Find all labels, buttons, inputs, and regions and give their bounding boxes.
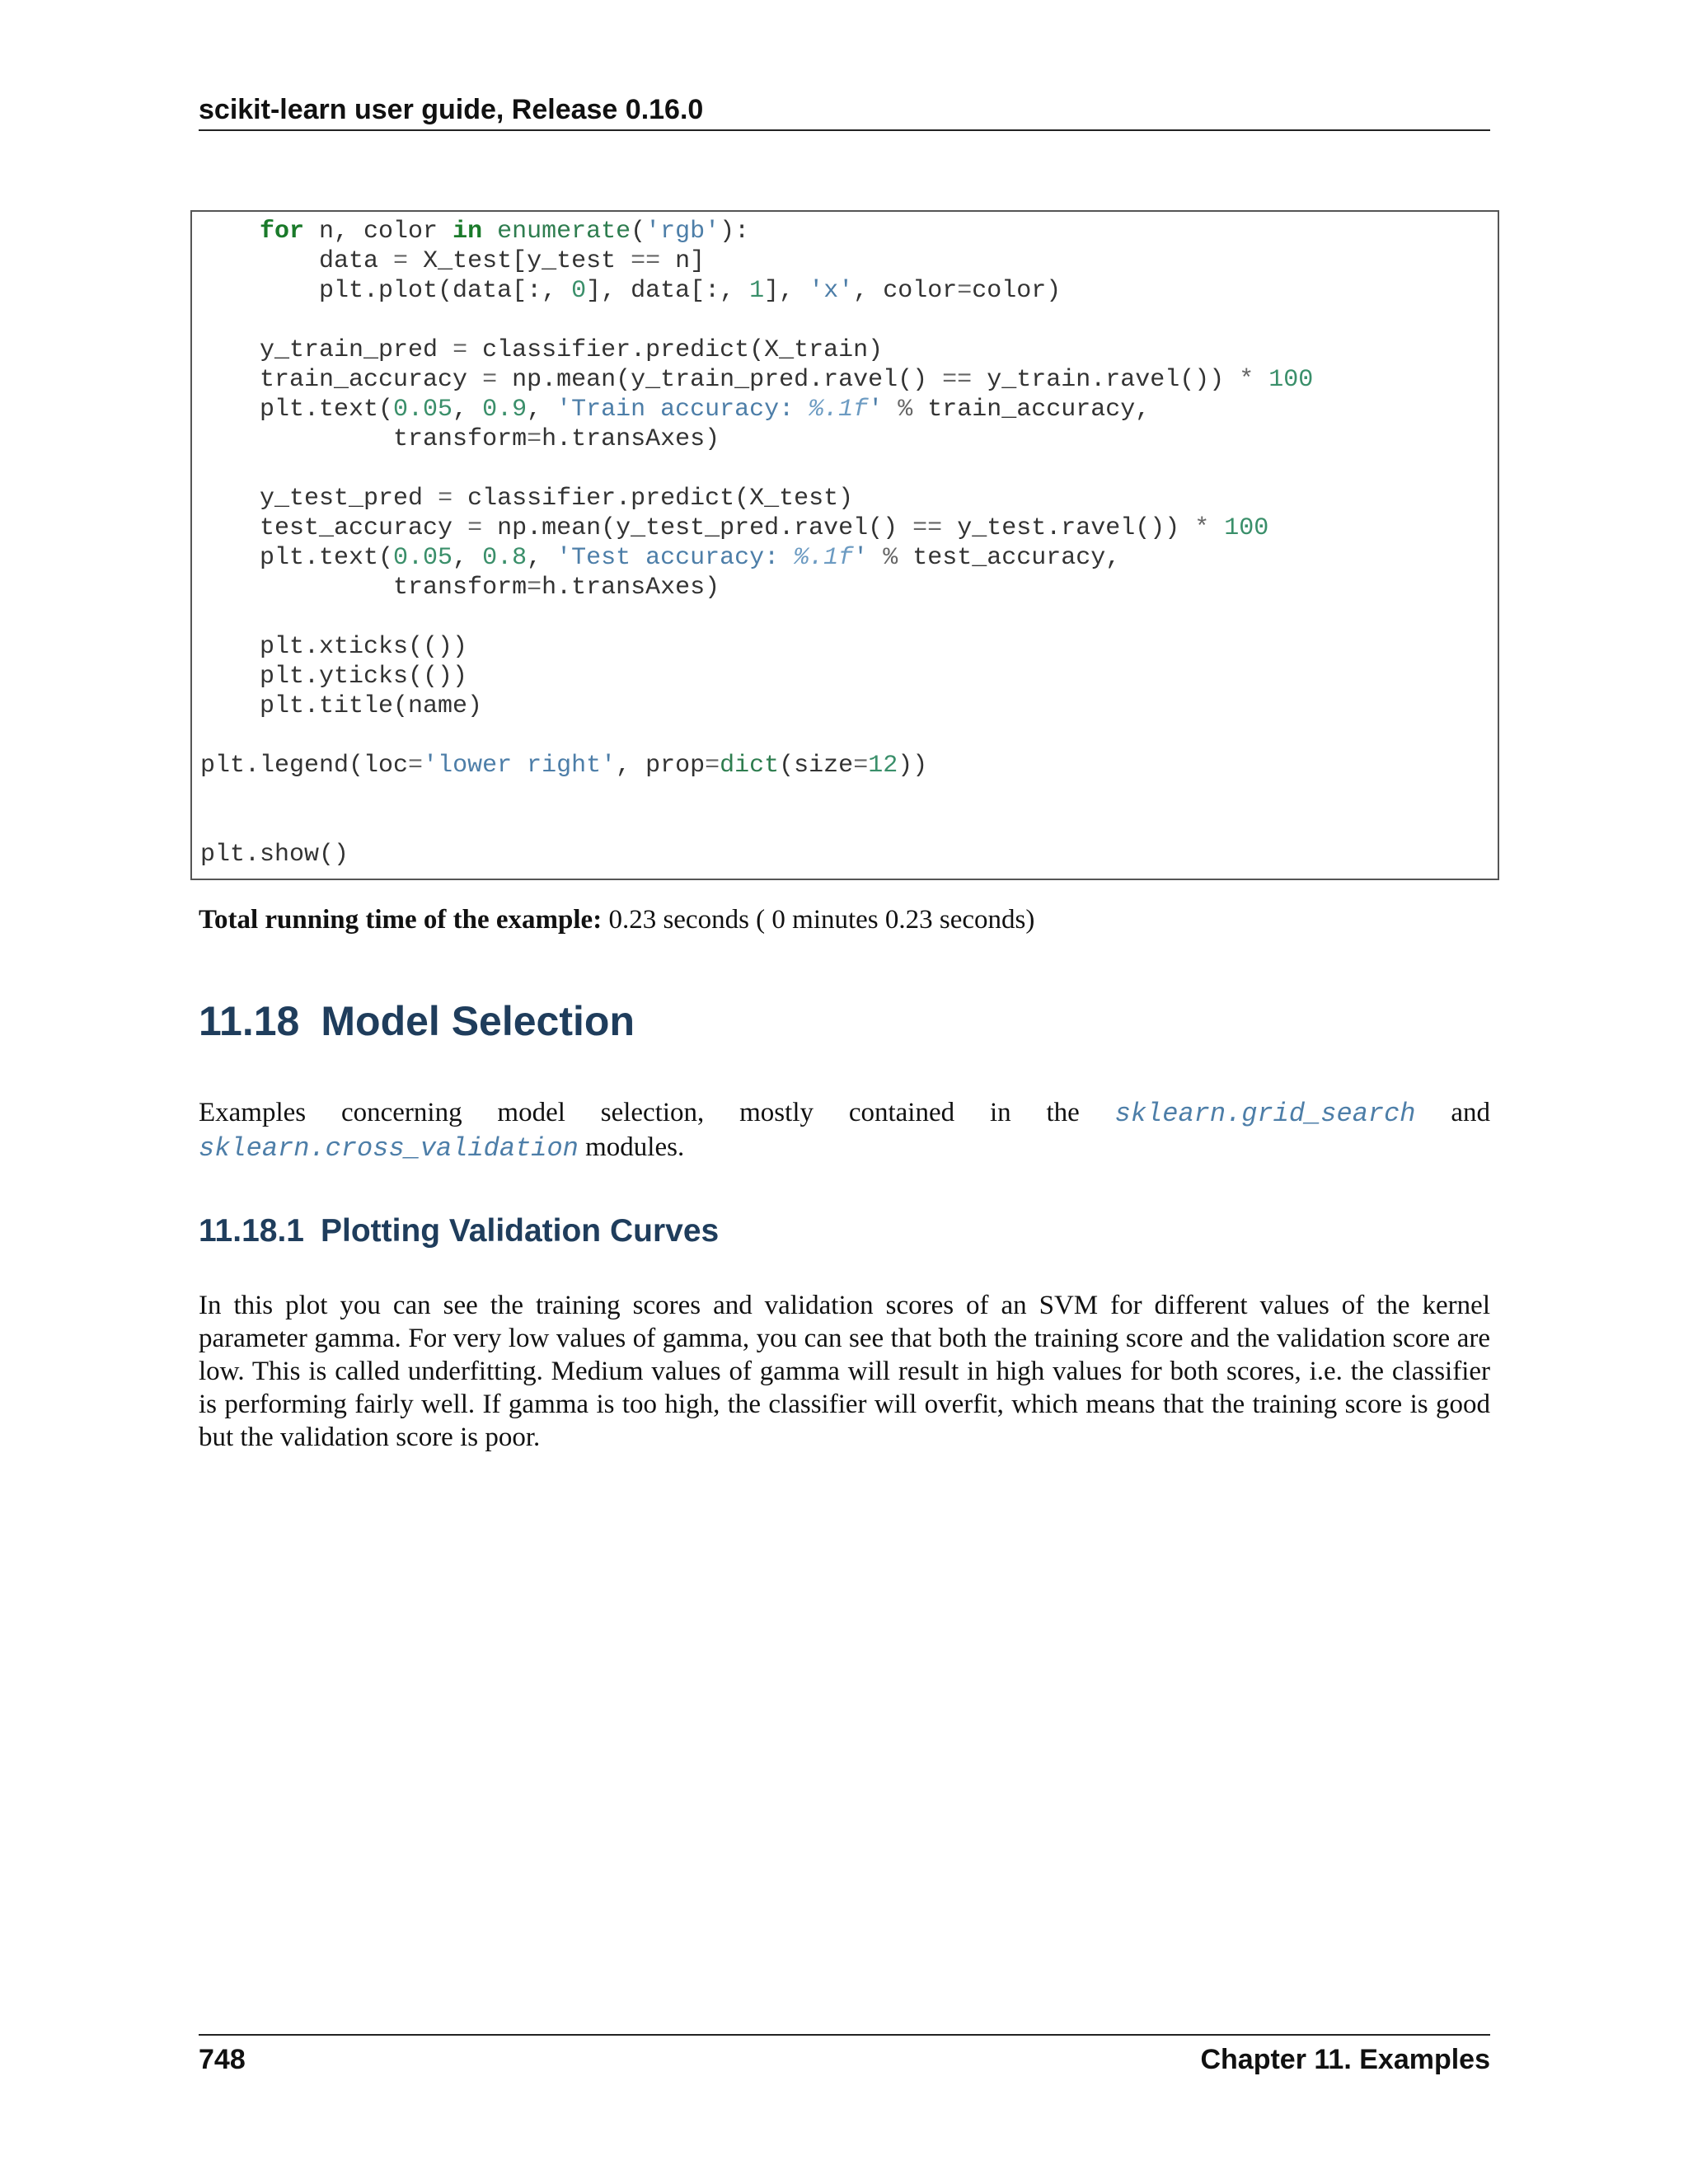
code-line: plt.title(name) — [260, 692, 483, 720]
section-title: Model Selection — [321, 998, 635, 1044]
code-line: test_accuracy = np.mean(y_test_pred.ravel() == y_test.ravel()) * 100 — [260, 514, 1269, 542]
running-time — [199, 905, 1034, 935]
page-number: 748 — [199, 2044, 246, 2075]
code-line: plt.text(0.05, 0.9, 'Train accuracy: %.1f' % train_accuracy, — [260, 396, 1151, 424]
grid-search-link[interactable]: sklearn.grid_search — [1114, 1099, 1416, 1129]
running-time-value: 0.23 seconds ( 0 minutes 0.23 seconds) — [602, 905, 1035, 935]
code-line: y_test_pred = classifier.predict(X_test) — [260, 485, 854, 513]
code-line: y_train_pred = classifier.predict(X_train) — [260, 336, 884, 364]
subsection-body: In this plot you can see the training scores and validation scores of an SVM for different values of the kernel parameter gamma. For very low values of gamma, you can see that both the training score and the validation score are low. This is called underfitting. Medium values of gamma will result in high values for both scores, i.e. the classifier is performing fairly well. If gamma is too high, the classifier will overfit, which means that the training score is good but the validation score is poor. — [199, 1291, 1490, 1452]
subsection-title: Plotting Validation Curves — [320, 1213, 720, 1249]
chapter-title: Chapter 11. Examples — [1200, 2044, 1490, 2075]
code-line: plt.text(0.05, 0.8, 'Test accuracy: %.1f' % test_accuracy, — [260, 544, 1121, 572]
subsection-number: 11.18.1 — [199, 1213, 304, 1249]
section-heading — [199, 997, 635, 1045]
code-line: transform=h.transAxes) — [393, 425, 720, 453]
code-line: for n, color in enumerate('rgb'): — [260, 218, 750, 246]
running-time-label: Total running time of the example: — [199, 905, 603, 935]
code-line: train_accuracy = np.mean(y_train_pred.ravel() == y_train.ravel()) * 100 — [260, 366, 1314, 394]
code-block — [190, 210, 1499, 880]
code-line: plt.plot(data[:, 0], data[:, 1], 'x', color=color) — [319, 277, 1062, 305]
code-line: plt.yticks(()) — [260, 663, 468, 691]
cross-validation-link[interactable]: sklearn.cross_validation — [199, 1133, 579, 1164]
code-line: transform=h.transAxes) — [393, 574, 720, 602]
section-intro: Examples concerning model selection, mostly contained in the sklearn.grid_search and sklearn.cross_validation modules. — [199, 1098, 1490, 1164]
code-line: plt.xticks(()) — [260, 633, 468, 661]
header-divider — [199, 129, 1490, 131]
running-header: scikit-learn user guide, Release 0.16.0 — [199, 94, 704, 125]
footer-divider — [199, 2034, 1490, 2036]
code-line: plt.legend(loc='lower right', prop=dict(size=12)) — [200, 752, 928, 780]
code-line: data = X_test[y_test == n] — [319, 247, 706, 275]
subsection-heading — [199, 1213, 719, 1249]
section-number: 11.18 — [199, 998, 300, 1044]
code-line: plt.show() — [200, 841, 349, 869]
